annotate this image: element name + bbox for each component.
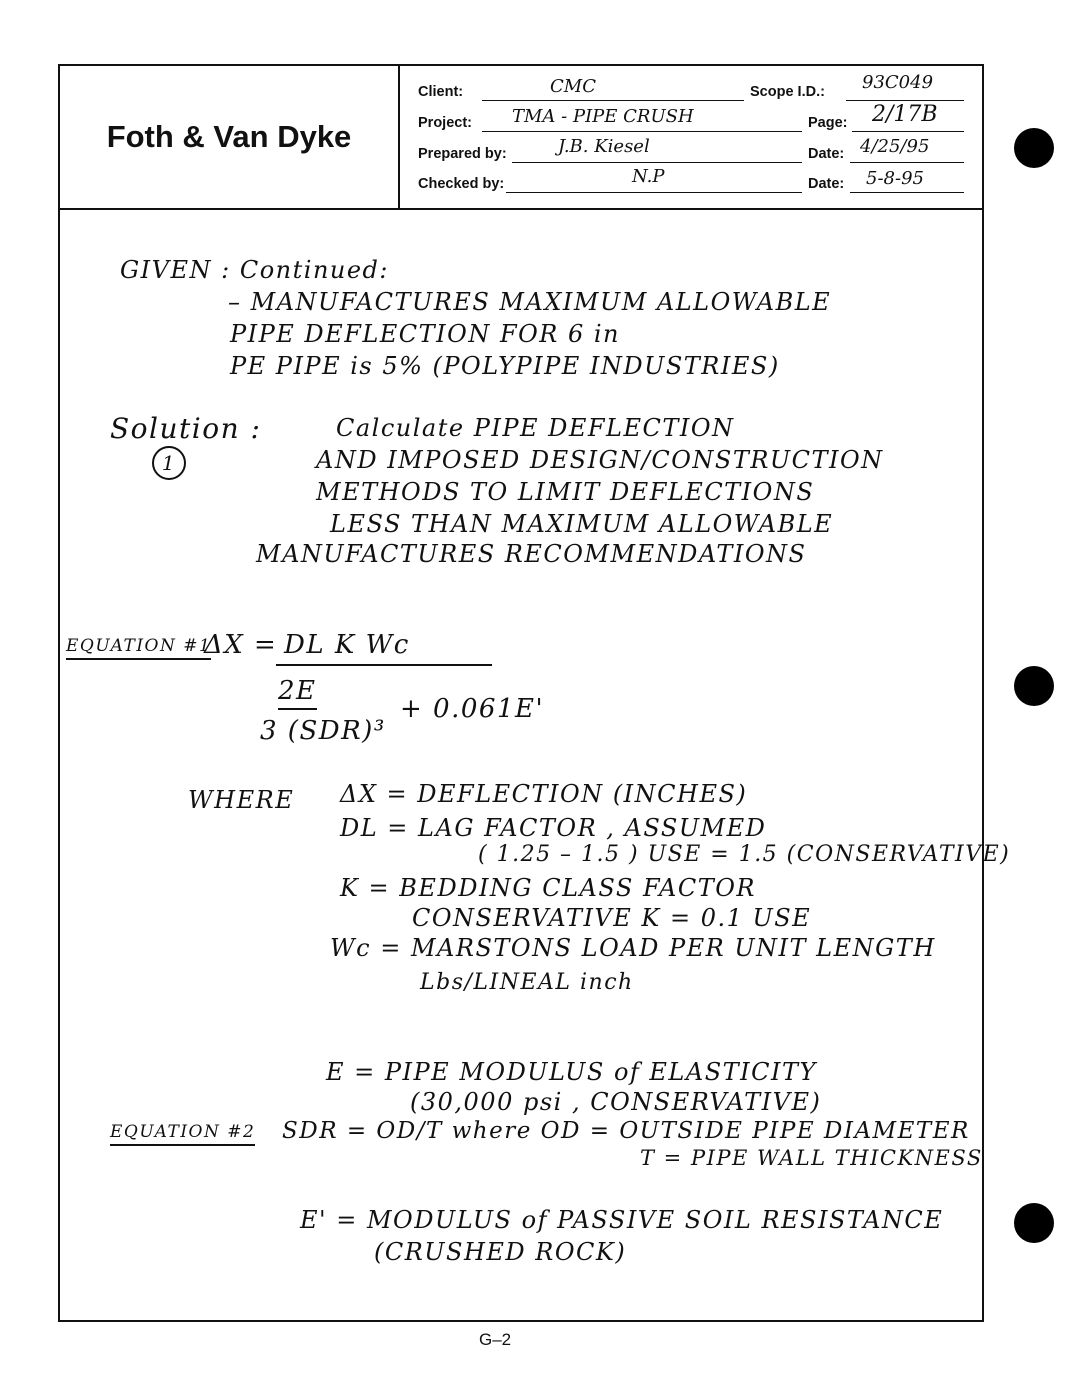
equation-2-label: EQUATION #2 [110, 1122, 255, 1142]
where-wc-1: Wc = MARSTONS LOAD PER UNIT LENGTH [330, 934, 936, 962]
equation-1-den-plus: + 0.061E' [400, 694, 545, 724]
given-label: GIVEN : Continued: [120, 256, 390, 284]
eprime-line-2: (CRUSHED ROCK) [374, 1238, 627, 1266]
given-line-3: PE PIPE is 5% (POLYPIPE INDUSTRIES) [230, 352, 780, 380]
page-value: 2/17B [872, 102, 938, 127]
solution-line-1: Calculate PIPE DEFLECTION [336, 414, 735, 442]
date2-label: Date: [808, 176, 845, 192]
equation-1-numerator: DL K Wc [284, 630, 410, 660]
page-line [852, 131, 964, 132]
firm-name: Foth & Van Dyke [60, 66, 400, 208]
client-label: Client: [418, 84, 464, 100]
date1-label: Date: [808, 146, 845, 162]
date2-line [850, 192, 964, 193]
title-block [60, 66, 982, 210]
where-wc-2: Lbs/LINEAL inch [420, 970, 634, 995]
date1-value: 4/25/95 [860, 136, 930, 157]
project-label: Project: [418, 115, 472, 131]
prepared-value: J.B. Kiesel [558, 136, 650, 157]
given-line-1: – MANUFACTURES MAXIMUM ALLOWABLE [228, 288, 832, 316]
scope-label: Scope I.D.: [750, 84, 825, 100]
equation-1-label: EQUATION #1 [66, 636, 211, 656]
client-line [482, 100, 744, 101]
where-e-1: E = PIPE MODULUS of ELASTICITY [326, 1058, 817, 1086]
where-dx: ΔX = DEFLECTION (INCHES) [340, 780, 748, 808]
equation-1-den-top: 2E [278, 676, 317, 706]
solution-line-2: AND IMPOSED DESIGN/CONSTRUCTION [316, 446, 884, 474]
solution-number: 1 [152, 446, 186, 480]
date1-line [850, 162, 964, 163]
where-k-2: CONSERVATIVE K = 0.1 USE [412, 904, 812, 932]
project-value: TMA - PIPE CRUSH [512, 106, 694, 127]
solution-line-3: METHODS TO LIMIT DEFLECTIONS [316, 478, 815, 506]
date2-value: 5-8-95 [866, 168, 924, 189]
solution-number-wrap [152, 446, 186, 480]
where-dl-1: DL = LAG FACTOR , ASSUMED [340, 814, 767, 842]
page-code: G–2 [479, 1330, 512, 1349]
solution-line-5: MANUFACTURES RECOMMENDATIONS [256, 540, 807, 568]
where-label: WHERE [188, 786, 295, 814]
equation-2-text: SDR = OD/T where OD = OUTSIDE PIPE DIAMETER [282, 1118, 970, 1144]
where-dl-2: ( 1.25 – 1.5 ) USE = 1.5 (CONSERVATIVE) [478, 842, 1011, 867]
scope-value: 93C049 [862, 72, 934, 93]
prepared-line [512, 162, 802, 163]
prepared-label: Prepared by: [418, 146, 507, 162]
scope-line [846, 100, 964, 101]
binder-hole-bottom [1014, 1203, 1054, 1243]
given-line-2: PIPE DEFLECTION FOR 6 in [230, 320, 621, 348]
checked-value: N.P [632, 166, 665, 187]
checked-line [506, 192, 802, 193]
solution-line-4: LESS THAN MAXIMUM ALLOWABLE [330, 510, 834, 538]
where-e-2: (30,000 psi , CONSERVATIVE) [410, 1088, 822, 1116]
where-k-1: K = BEDDING CLASS FACTOR [340, 874, 756, 902]
equation-1-lhs: ΔX = [204, 630, 278, 660]
solution-label: Solution : [110, 412, 262, 445]
title-block-fields [400, 66, 982, 208]
checked-label: Checked by: [418, 176, 505, 192]
equation-1-den-bottom: 3 (SDR)³ [260, 716, 386, 746]
binder-hole-middle [1014, 666, 1054, 706]
page-label: Page: [808, 115, 848, 131]
binder-hole-top [1014, 128, 1054, 168]
equation-1-fraction-bar [276, 664, 492, 666]
client-value: CMC [550, 76, 596, 97]
project-line [482, 131, 802, 132]
equation-2-t: T = PIPE WALL THICKNESS [640, 1146, 983, 1170]
eprime-line-1: E' = MODULUS of PASSIVE SOIL RESISTANCE [300, 1206, 944, 1234]
